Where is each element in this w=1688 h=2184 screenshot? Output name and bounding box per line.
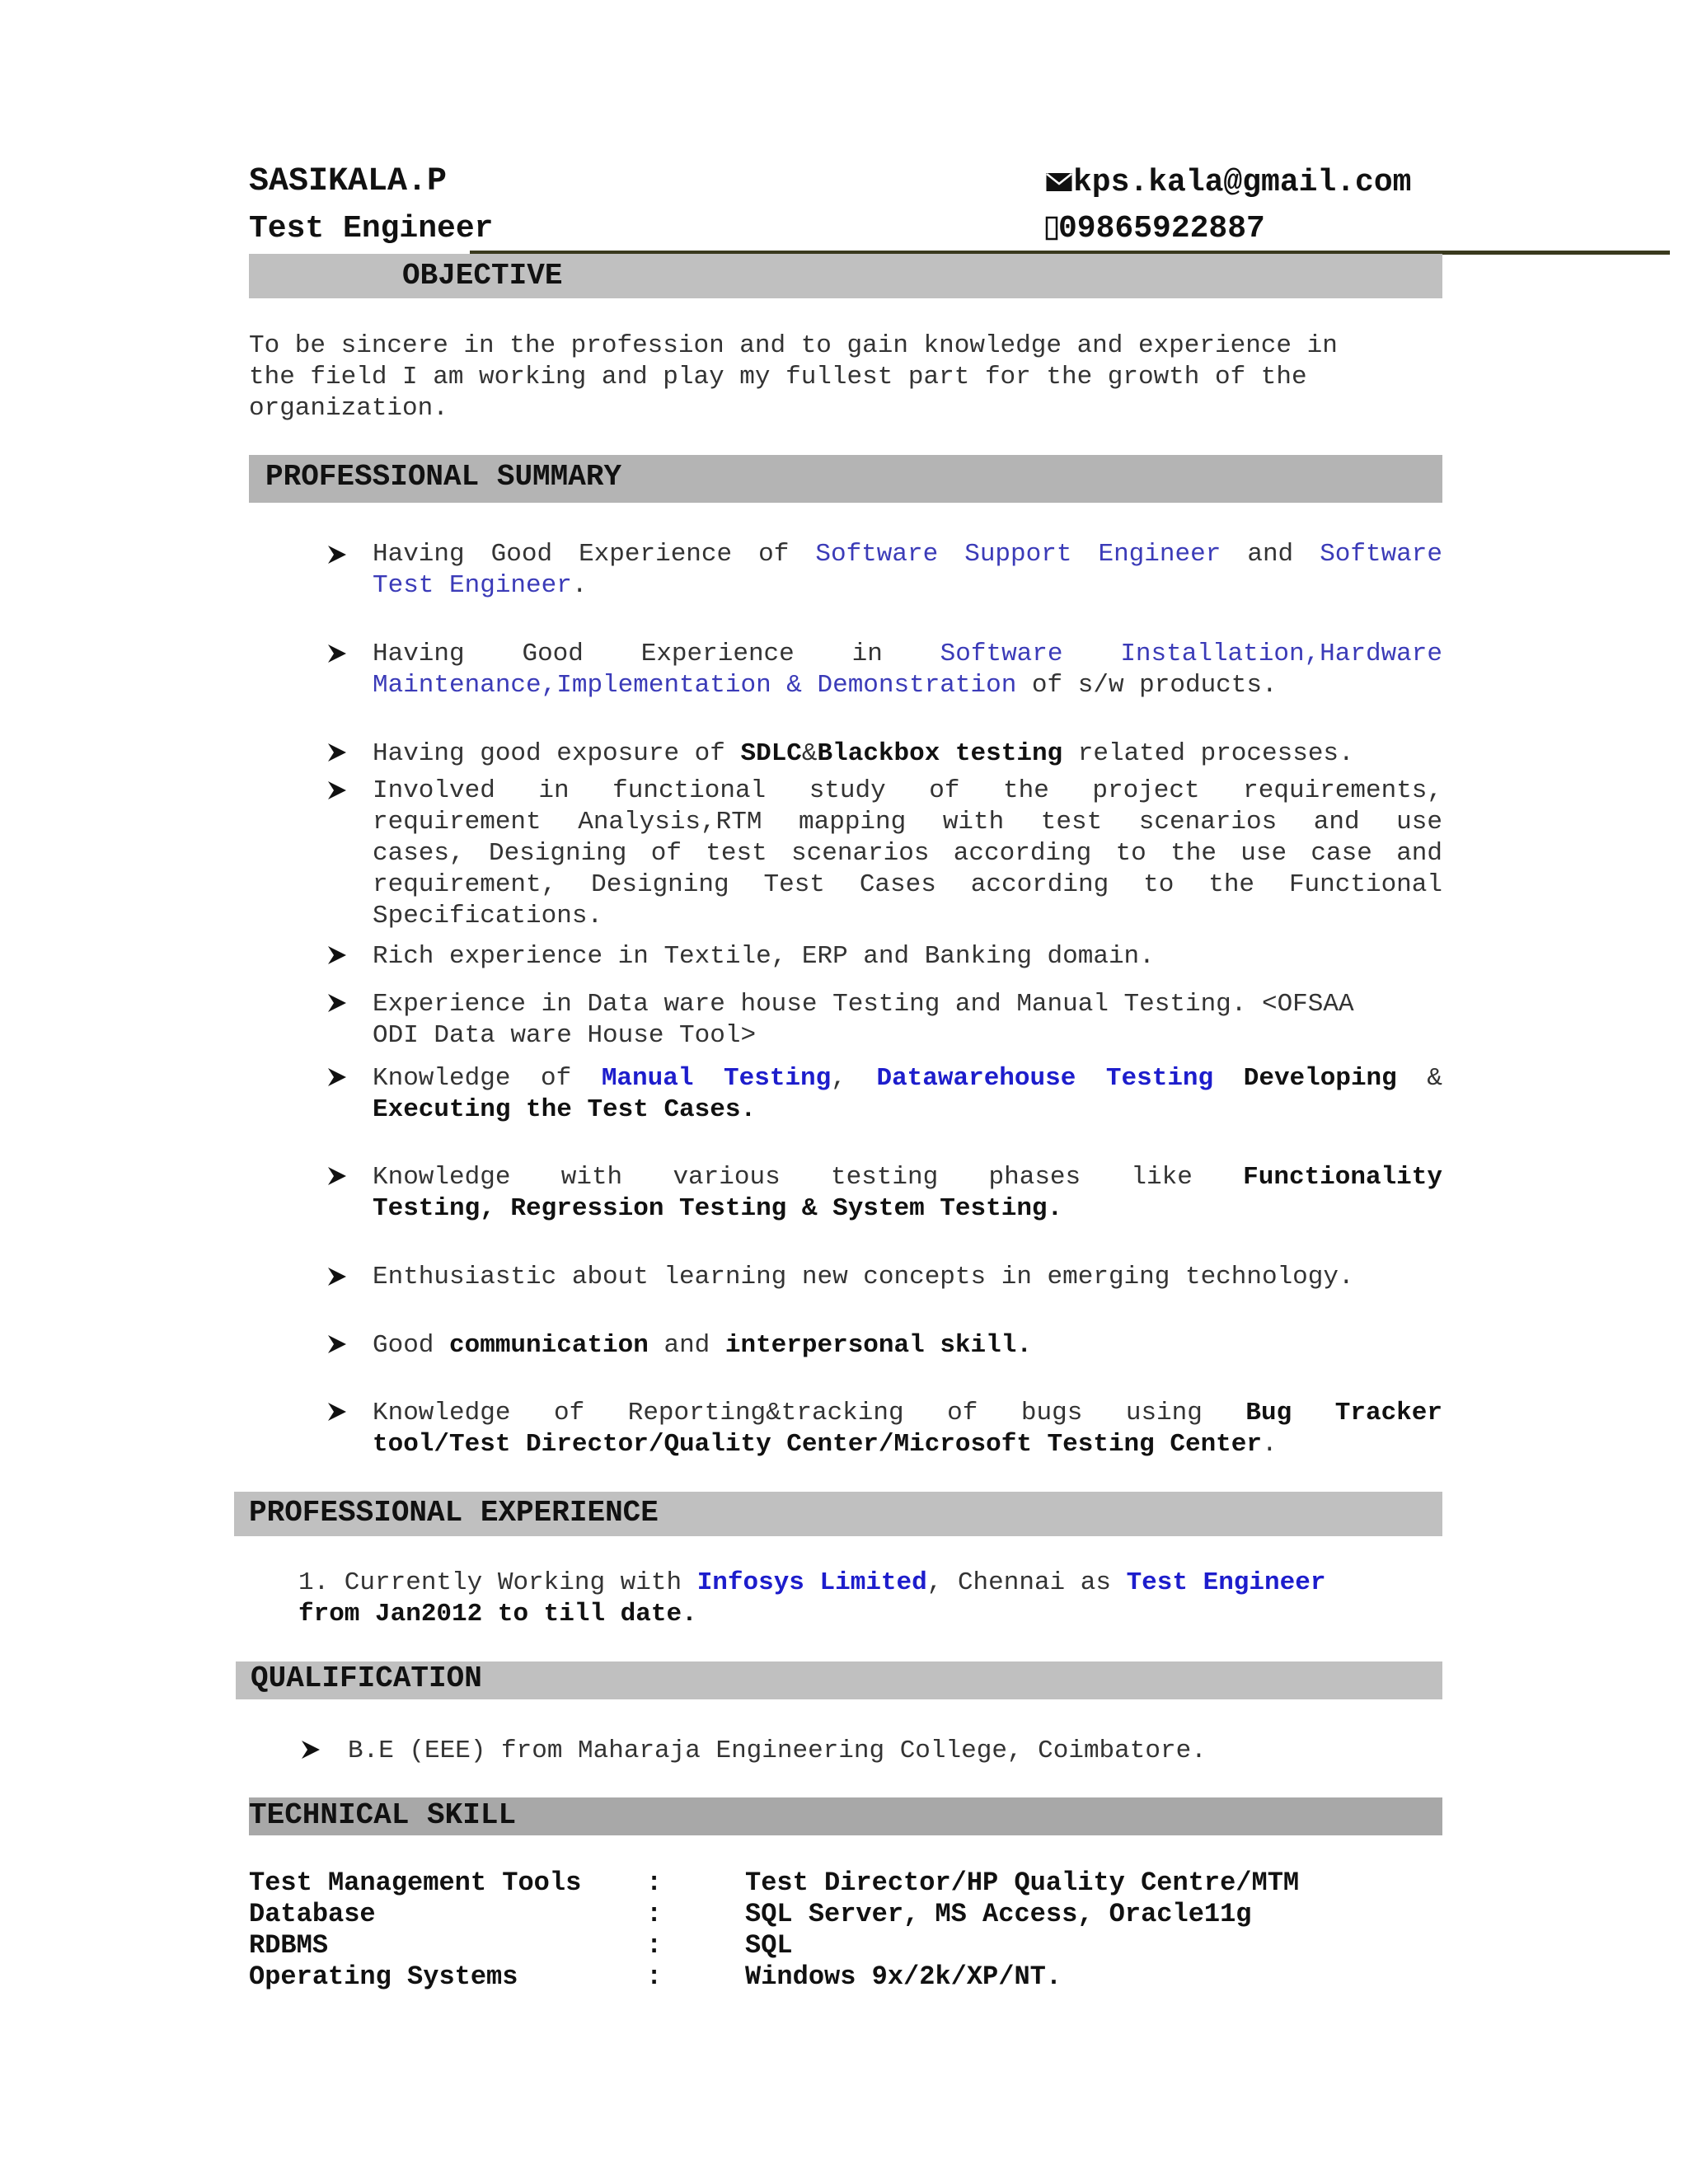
skill-sep: : [646,1961,663,1992]
objective-text [249,330,1442,424]
skill-value: Test Director/HP Quality Centre/MTM [745,1868,1300,1898]
phone-number: 09865922887 [1058,211,1265,246]
skill-value: Windows 9x/2k/XP/NT. [745,1961,1062,1992]
experience-item: 1. Currently Working with Infosys Limited, Chennai as Test Engineer from Jan2012 to till date. [298,1568,1326,1629]
summary-item: Knowledge of Manual Testing, Datawarehouse Testing Developing & Executing the Test Cases. [373,1064,1442,1124]
skill-label: Database [249,1899,376,1929]
summary-item: Experience in Data ware house Testing and Manual Testing. <OFSAA ODI Data ware House Tool> [373,990,1354,1050]
arrow-bullet-icon [326,1266,348,1287]
arrow-bullet-icon [326,1333,348,1355]
arrow-bullet-icon [326,780,348,801]
email-address: kps.kala@gmail.com [1073,165,1412,200]
objective-line: the field I am working and play my fullest part for the growth of the [249,363,1307,391]
skill-value: SQL [745,1930,793,1961]
phone-icon [1045,216,1058,241]
summary-item: Having good exposure of SDLC&Blackbox testing related processes. [373,739,1354,768]
phone-line [1045,211,1265,246]
skill-sep: : [646,1930,663,1961]
section-title-qualification: QUALIFICATION [251,1661,482,1695]
summary-item: Having Good Experience in Software Installation,Hardware Maintenance,Implementation & Demonstration of s/w products. [373,640,1442,700]
skill-sep: : [646,1899,663,1929]
summary-item: Rich experience in Textile, ERP and Banking domain. [373,942,1155,971]
skill-label: RDBMS [249,1930,329,1961]
envelope-icon [1045,171,1073,193]
arrow-bullet-icon [326,1165,348,1187]
arrow-bullet-icon [326,544,348,565]
skill-sep: : [646,1868,663,1898]
section-title-summary: PROFESSIONAL SUMMARY [265,460,622,494]
arrow-bullet-icon [300,1739,321,1760]
section-title-experience: PROFESSIONAL EXPERIENCE [249,1496,659,1530]
qualification-item: B.E (EEE) from Maharaja Engineering College, Coimbatore. [348,1736,1207,1765]
objective-line: organization. [249,394,448,423]
section-title-objective: OBJECTIVE [402,259,563,293]
arrow-bullet-icon [326,643,348,664]
arrow-bullet-icon [326,1401,348,1422]
arrow-bullet-icon [326,944,348,966]
summary-item: Knowledge of Reporting&tracking of bugs using Bug Tracker tool/Test Director/Quality Center/Microsoft Testing Center. [373,1399,1442,1459]
summary-item: Having Good Experience of Software Support Engineer and Software Test Engineer. [373,540,1443,600]
summary-item: Good communication and interpersonal skill. [373,1331,1032,1360]
candidate-role: Test Engineer [249,211,494,246]
arrow-bullet-icon [326,992,348,1014]
summary-item: Knowledge with various testing phases like Functionality Testing, Regression Testing & System Testing. [373,1163,1442,1223]
summary-item: Enthusiastic about learning new concepts in emerging technology. [373,1263,1354,1291]
skill-label: Operating Systems [249,1961,518,1992]
section-title-technical: TECHNICAL SKILL [249,1798,517,1832]
arrow-bullet-icon [326,742,348,763]
skill-value: SQL Server, MS Access, Oracle11g [745,1899,1252,1929]
email-line [1045,165,1411,200]
objective-line: To be sincere in the profession and to gain knowledge and experience in [249,331,1338,360]
skill-label: Test Management Tools [249,1868,582,1898]
summary-item: Involved in functional study of the project requirements, requirement Analysis,RTM mapping with test scenarios and use cases, Designing of test scenarios according to the use case and requirement, Designing Test Cases according to the Functional Specifications. [373,776,1442,930]
arrow-bullet-icon [326,1066,348,1088]
candidate-name: SASIKALA.P [249,163,448,200]
